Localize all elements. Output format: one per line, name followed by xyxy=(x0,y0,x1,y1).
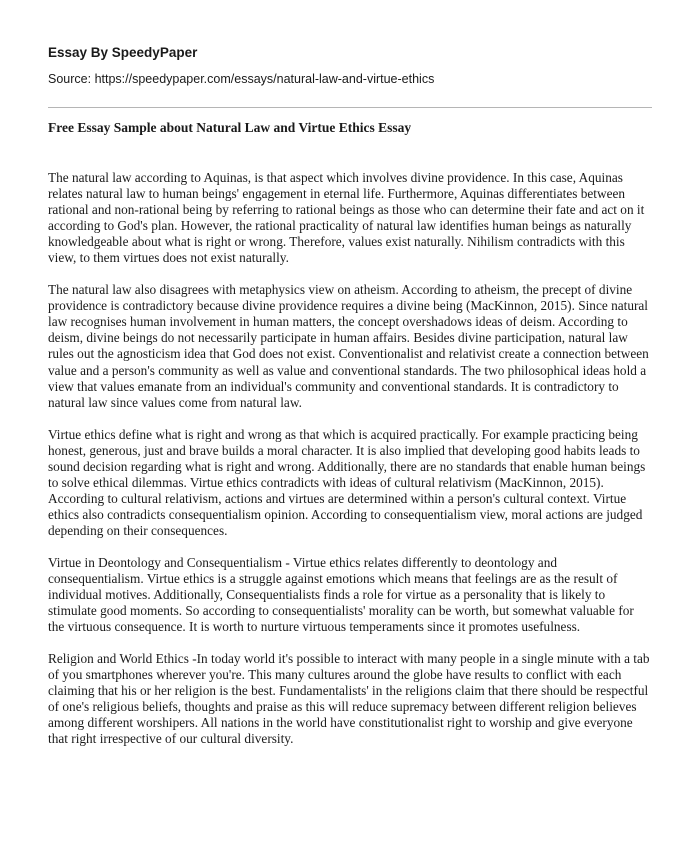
essay-paragraph: Virtue ethics define what is right and wrong as that which is acquired practically. For example practicing being honest, generous, just and brave builds a moral character. It is also implied that developing good habits leads to sound decision regarding what is right and wrong. Additionally, there are no standards that enable human beings to solve ethical dilemmas. Virtue ethics contradicts with ideas of cultural relativism (MacKinnon, 2015). According to cultural relativism, actions and virtues are determined within a person's cultural context. Virtue ethics also contradicts consequentialism opinion. According to consequentialism view, moral actions are judged depending on their consequences. xyxy=(48,426,646,538)
essay-body xyxy=(48,170,652,764)
source-line xyxy=(48,71,434,87)
source-url: https://speedypaper.com/essays/natural-law-and-virtue-ethics xyxy=(94,72,435,86)
essay-paragraph: The natural law according to Aquinas, is that aspect which involves divine providence. In this case, Aquinas relates natural law to human beings' engagement in eternal life. Furthermore, Aquinas differentiates between rational and non-rational being by referring to rational beings as those who can determine their fate and act on it according to God's plan. However, the rational practicality of natural law identifies human beings as naturally knowledgeable about what is right or wrong. Therefore, values exist naturally. Nihilism contradicts with this view, to them virtues does not exist naturally. xyxy=(48,170,645,266)
essay-heading: Free Essay Sample about Natural Law and Virtue Ethics Essay xyxy=(48,120,412,135)
header-divider xyxy=(48,107,652,108)
source-label: Source: xyxy=(48,72,92,86)
document-title: Essay By SpeedyPaper xyxy=(48,45,198,60)
essay-paragraph: The natural law also disagrees with metaphysics view on atheism. According to atheism, the precept of divine providence is contradictory because divine providence requires a divine being (MacKinnon, 2015). Since natural law recognises human involvement in human matters, the concept overshadows ideas of deism. According to deism, divine beings do not necessarily participate in human affairs. Besides divine participation, natural law rules out the agnosticism idea that God does not exist. Conventionalist and relativist create a connection between value and a person's community as well as value and conventional standards. The two philosophical ideas hold a view that values emanate from an individual's community and conventional standards. It is contradictory to natural law since values come from natural law. xyxy=(48,282,649,410)
essay-paragraph: Religion and World Ethics -In today world it's possible to interact with many people in a single minute with a tab of you smartphones wherever you're. This many cultures around the globe have results to conflict with each claiming that his or her religion is the best. Fundamentalists' in the religions claim that there should be respectful of one's religious beliefs, thoughts and praise as this will reduce supremacy between different religion believes among different worshipers. All nations in the world have constitutionalist right to worship and give everyone that right irrespective of our cultural diversity. xyxy=(48,651,650,747)
essay-paragraph: Virtue in Deontology and Consequentialism - Virtue ethics relates differently to deontology and consequentialism. Virtue ethics is a struggle against emotions which means that feelings are as the result of individual motives. Additionally, Consequentialists finds a role for virtue as a personality that is likely to stimulate good moments. So according to consequentialists' morality can be worth, but somewhat valuable for the virtuous consequence. It is worth to nurture virtuous temperaments since it promotes usefulness. xyxy=(48,554,634,635)
